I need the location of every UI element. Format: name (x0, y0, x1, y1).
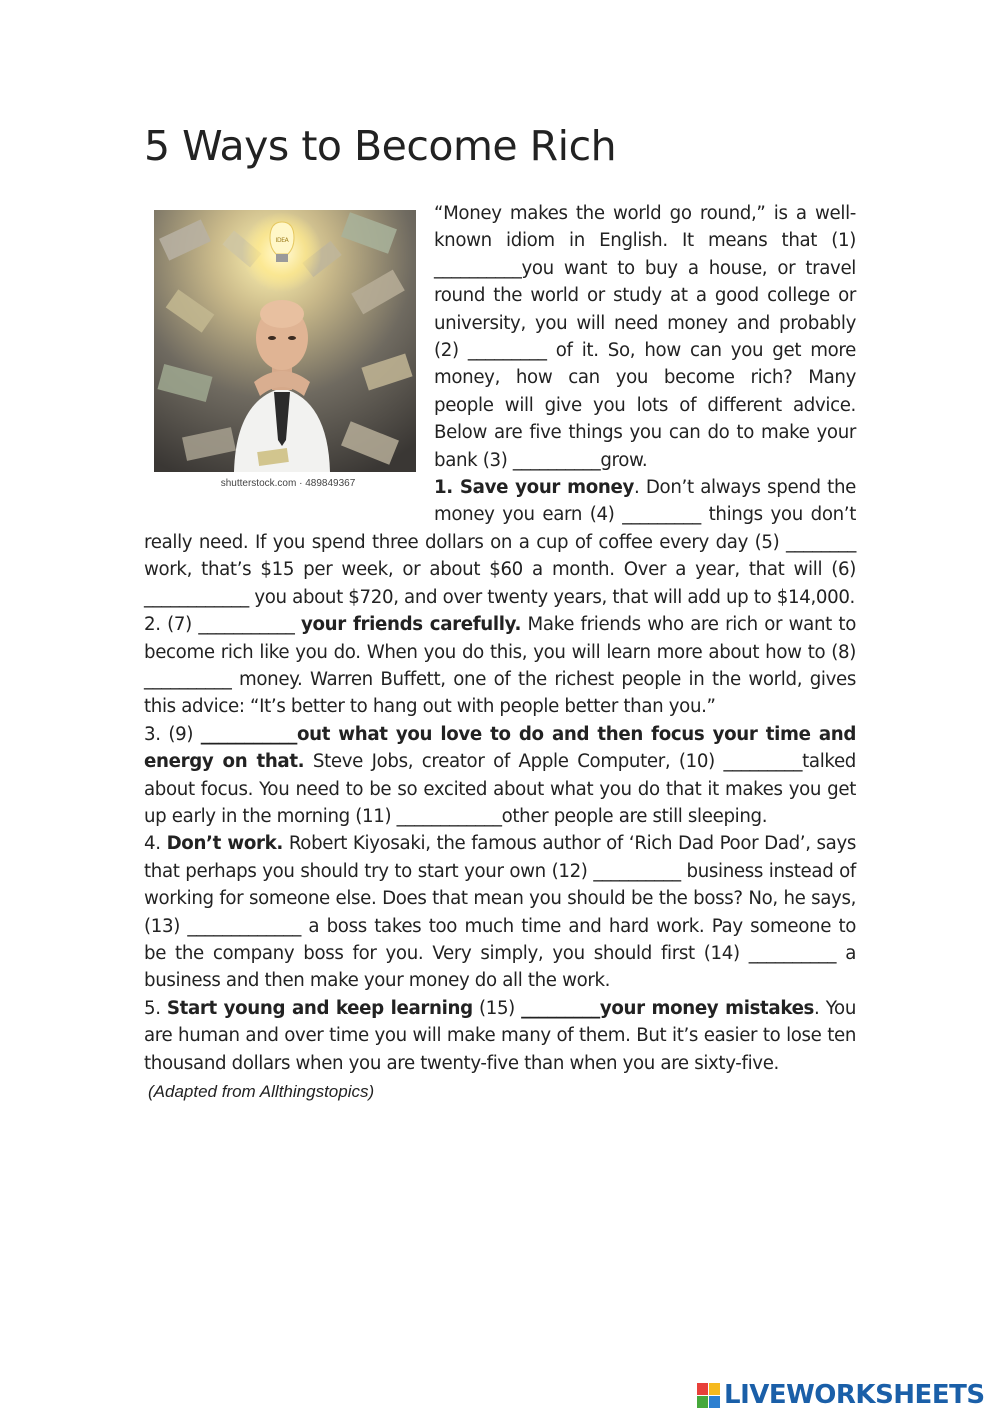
way-2 (144, 611, 856, 721)
way-1-heading: 1. Save your money (434, 477, 634, 499)
way-4-text: Robert Kiyosaki, the famous author of ‘Rich Dad Poor Dad’, says that perhaps you should try to start your own (12) __________ business instead of working for someone else. Does that mean you should be the boss? No, he says, (13) _____________ a boss takes too much time and hard work. Pay someone to be the company boss for you. Very simply, you should first (14) __________ a business and then make your money do all the work. (144, 833, 856, 992)
photo-figure (154, 210, 422, 506)
logo-square-2 (709, 1383, 720, 1395)
article-body (144, 200, 856, 1077)
logo-square-4 (709, 1396, 720, 1408)
logo-square-1 (697, 1383, 708, 1395)
way-3 (144, 721, 856, 831)
man-with-money-photo (154, 210, 416, 472)
way-5-prefix: 5. (144, 997, 167, 1019)
way-4-heading: Don’t work. (166, 833, 283, 855)
way-2-prefix: 2. (7) ___________ (144, 614, 302, 636)
bulb-label: IDEA (275, 237, 289, 244)
liveworksheets-logo[interactable] (697, 1380, 985, 1410)
way-4 (144, 830, 856, 994)
logo-square-3 (697, 1396, 708, 1408)
way-5 (144, 995, 856, 1077)
way-3-prefix: 3. (9) (144, 723, 201, 745)
way-5-heading: Start young and keep learning (166, 997, 473, 1019)
way-3-text: Steve Jobs, creator of Apple Computer, (10) _________talked about focus. You need to be so excited about what you do that it makes you get up early in the morning (11) ____________other people are still sleeping. (144, 751, 856, 827)
way-3-heading: out what you love to do and then focus your time and energy on that. (144, 723, 857, 773)
way-5-mid: (15) (472, 997, 522, 1019)
page-title: 5 Ways to Become Rich (144, 122, 617, 170)
logo-text: LIVEWORKSHEETS (724, 1380, 985, 1410)
way-2-text: Make friends who are rich or want to become rich like you do. When you do this, you will learn more about how to (8) __________ money. Warren Buffett, one of the richest people in the world, gives this advice: “It’s better to hang out with people better than you.” (144, 614, 856, 718)
way-3-blank: ___________ (200, 723, 297, 745)
way-5-text: . You are human and over time you will make many of them. But it’s easier to lose ten thousand dollars when you are twenty-five than when you are sixty-five. (144, 997, 857, 1074)
way-5-blank-heading: _________your money mistakes (521, 997, 815, 1019)
way-1-text: . Don’t always spend the money you earn (4) _________ things you don’t really need. If you spend three dollars on a cup of coffee every day (5) ________ work, that’s $15 per week, or about $60 a month. Over a year, that will (6) ____________ you about $720, and over twenty years, that will add up to $14,000. (144, 477, 856, 608)
intro-paragraph: “Money makes the world go round,” is a well-known idiom in English. It means that (1) __________you want to buy a house, or travel round the world or study at a good college or university, you will need money and probably (2) _________ of it. So, how can you get more money, how can you become rich? Many people will give you lots of different advice. Below are five things you can do to make your bank (3) __________grow. (434, 203, 856, 471)
liveworksheets-logo-icon (697, 1383, 720, 1408)
photo-caption: shutterstock.com · 489849367 (220, 478, 356, 489)
source-credit: (Adapted from Allthingstopics) (148, 1082, 375, 1101)
way-2-heading: your friends carefully. (301, 614, 522, 636)
way-4-prefix: 4. (144, 833, 167, 855)
